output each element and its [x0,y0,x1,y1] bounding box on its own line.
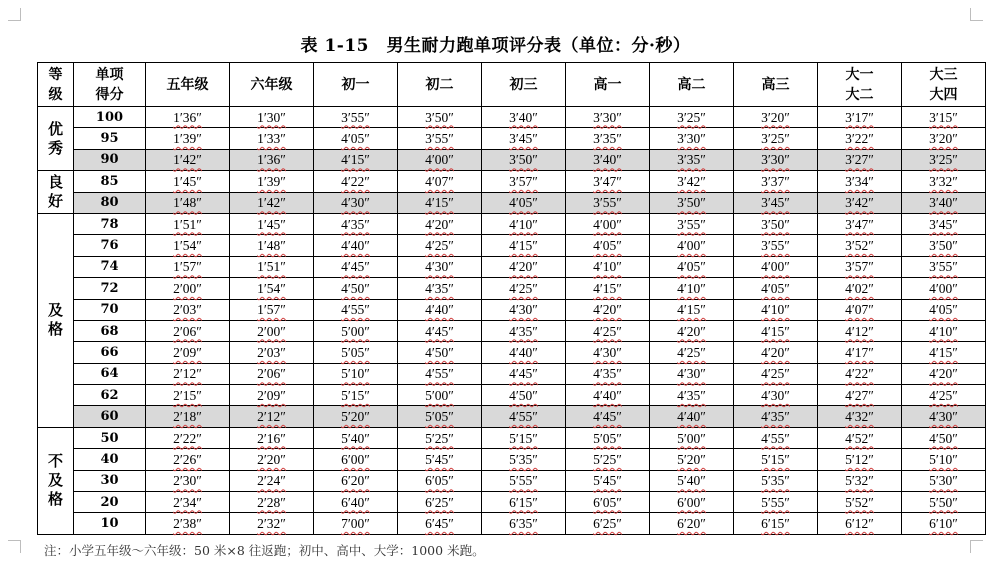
time-cell: 4′35″ [650,385,734,406]
time-cell: 3′20″ [902,128,986,149]
time-cell: 5′20″ [650,449,734,470]
time-cell: 5′00″ [314,320,398,341]
time-cell: 3′22″ [818,128,902,149]
time-cell: 4′55″ [314,299,398,320]
time-cell: 6′15″ [734,513,818,534]
time-cell: 5′12″ [818,449,902,470]
score-table [37,62,986,535]
time-cell: 6′25″ [566,513,650,534]
table-row [38,492,986,513]
time-cell: 6′35″ [482,513,566,534]
score-cell: 40 [74,449,146,470]
time-cell: 3′30″ [566,107,650,128]
time-cell: 3′40″ [566,149,650,170]
time-cell: 1′36″ [146,107,230,128]
header-grade-label: 大二 [845,86,874,103]
time-cell: 4′27″ [818,385,902,406]
time-cell: 5′52″ [818,492,902,513]
time-cell: 1′39″ [146,128,230,149]
time-cell: 3′34″ [818,171,902,192]
score-cell: 90 [74,149,146,170]
score-cell: 62 [74,385,146,406]
time-cell: 2′09″ [146,342,230,363]
time-cell: 2′30″ [146,470,230,491]
header-grade-label: 大四 [929,86,958,103]
time-cell: 5′45″ [566,470,650,491]
time-cell: 3′17″ [818,107,902,128]
time-cell: 5′55″ [482,470,566,491]
time-cell: 4′22″ [314,171,398,192]
time-cell: 2′06″ [230,363,314,384]
time-cell: 3′47″ [818,213,902,234]
time-cell: 4′25″ [482,278,566,299]
time-cell: 6′20″ [650,513,734,534]
time-cell: 5′05″ [566,427,650,448]
time-cell: 4′25″ [734,363,818,384]
time-cell: 4′32″ [818,406,902,427]
time-cell: 4′05″ [482,192,566,213]
time-cell: 4′15″ [566,278,650,299]
time-cell: 5′05″ [398,406,482,427]
score-cell: 85 [74,171,146,192]
time-cell: 4′50″ [398,342,482,363]
level-char: 好 [47,192,63,211]
time-cell: 6′45″ [398,513,482,534]
header-grade-9 [482,63,566,107]
header-grade-7 [314,63,398,107]
time-cell: 4′30″ [734,385,818,406]
time-cell: 5′25″ [398,427,482,448]
score-cell: 74 [74,256,146,277]
time-cell: 5′15″ [482,427,566,448]
page-corner-mark-top-right [970,8,983,21]
time-cell: 4′10″ [566,256,650,277]
time-cell: 4′25″ [398,235,482,256]
score-cell: 30 [74,470,146,491]
header-grade-label: 六年级 [250,76,293,93]
header-grade-5 [146,63,230,107]
time-cell: 4′00″ [734,256,818,277]
table-row [38,299,986,320]
score-cell: 70 [74,299,146,320]
time-cell: 3′42″ [818,192,902,213]
time-cell: 7′00″ [314,513,398,534]
time-cell: 3′55″ [398,128,482,149]
time-cell: 1′54″ [146,235,230,256]
time-cell: 4′05″ [314,128,398,149]
time-cell: 1′30″ [230,107,314,128]
time-cell: 4′25″ [650,342,734,363]
time-cell: 4′45″ [566,406,650,427]
time-cell: 4′10″ [734,299,818,320]
time-cell: 1′39″ [230,171,314,192]
score-cell: 78 [74,213,146,234]
time-cell: 5′50″ [902,492,986,513]
time-cell: 4′25″ [902,385,986,406]
time-cell: 4′30″ [902,406,986,427]
time-cell: 4′15″ [650,299,734,320]
score-cell: 50 [74,427,146,448]
time-cell: 1′51″ [146,213,230,234]
time-cell: 5′15″ [314,385,398,406]
time-cell: 3′45″ [902,213,986,234]
time-cell: 4′30″ [398,256,482,277]
table-row [38,128,986,149]
table-row [38,449,986,470]
header-grade-label: 大三 [929,66,958,83]
score-cell: 10 [74,513,146,534]
time-cell: 6′00″ [650,492,734,513]
table-row [38,107,986,128]
time-cell: 4′55″ [734,427,818,448]
level-char: 格 [47,320,63,339]
time-cell: 4′50″ [902,427,986,448]
time-cell: 3′25″ [902,149,986,170]
time-cell: 1′48″ [230,235,314,256]
header-grade-11 [650,63,734,107]
time-cell: 2′12″ [230,406,314,427]
time-cell: 3′30″ [734,149,818,170]
time-cell: 2′20″ [230,449,314,470]
time-cell: 5′00″ [398,385,482,406]
time-cell: 4′45″ [314,256,398,277]
time-cell: 4′35″ [566,363,650,384]
score-cell: 20 [74,492,146,513]
time-cell: 4′20″ [482,256,566,277]
time-cell: 4′40″ [398,299,482,320]
time-cell: 3′42″ [650,171,734,192]
time-cell: 2′00″ [146,278,230,299]
score-cell: 64 [74,363,146,384]
header-college-1-2 [818,63,902,107]
header-grade-12 [734,63,818,107]
time-cell: 4′15″ [482,235,566,256]
time-cell: 3′40″ [902,192,986,213]
header-score [74,63,146,107]
time-cell: 2′32″ [230,513,314,534]
time-cell: 3′55″ [734,235,818,256]
time-cell: 3′55″ [314,107,398,128]
time-cell: 6′05″ [398,470,482,491]
time-cell: 1′57″ [230,299,314,320]
time-cell: 3′35″ [650,149,734,170]
time-cell: 3′40″ [482,107,566,128]
time-cell: 4′30″ [650,363,734,384]
time-cell: 3′45″ [734,192,818,213]
time-cell: 2′09″ [230,385,314,406]
time-cell: 6′40″ [314,492,398,513]
level-char: 及 [47,471,63,490]
time-cell: 4′17″ [818,342,902,363]
time-cell: 2′03″ [146,299,230,320]
table-row [38,171,986,192]
time-cell: 1′51″ [230,256,314,277]
header-grade-6 [230,63,314,107]
table-body [38,107,986,535]
time-cell: 3′50″ [902,235,986,256]
time-cell: 4′02″ [818,278,902,299]
time-cell: 4′30″ [314,192,398,213]
header-grade-label: 初三 [509,76,538,93]
time-cell: 3′37″ [734,171,818,192]
table-header [38,63,986,107]
time-cell: 2′16″ [230,427,314,448]
time-cell: 4′00″ [398,149,482,170]
time-cell: 5′35″ [482,449,566,470]
time-cell: 6′20″ [314,470,398,491]
time-cell: 4′05″ [734,278,818,299]
time-cell: 4′15″ [398,192,482,213]
time-cell: 4′20″ [902,363,986,384]
time-cell: 3′50″ [482,149,566,170]
time-cell: 5′30″ [902,470,986,491]
level-cell [38,427,74,534]
time-cell: 3′27″ [818,149,902,170]
time-cell: 1′42″ [146,149,230,170]
header-level-line-2: 级 [48,86,63,103]
page-corner-mark-bottom-left [8,540,21,553]
time-cell: 4′35″ [398,278,482,299]
time-cell: 4′20″ [398,213,482,234]
header-grade-label: 大一 [845,66,874,83]
time-cell: 4′45″ [398,320,482,341]
level-char: 秀 [47,138,63,157]
header-college-3-4 [902,63,986,107]
time-cell: 4′45″ [482,363,566,384]
time-cell: 3′55″ [650,213,734,234]
time-cell: 4′10″ [482,213,566,234]
time-cell: 1′45″ [146,171,230,192]
level-cell [38,107,74,171]
score-cell: 72 [74,278,146,299]
time-cell: 2′22″ [146,427,230,448]
score-cell: 66 [74,342,146,363]
time-cell: 4′40″ [566,385,650,406]
time-cell: 6′00″ [314,449,398,470]
time-cell: 3′30″ [650,128,734,149]
header-grade-label: 高一 [593,76,622,93]
time-cell: 4′35″ [314,213,398,234]
table-row [38,192,986,213]
header-grade-label: 高二 [677,76,706,93]
time-cell: 3′35″ [566,128,650,149]
time-cell: 5′15″ [734,449,818,470]
time-cell: 1′36″ [230,149,314,170]
time-cell: 4′22″ [818,363,902,384]
time-cell: 3′50″ [650,192,734,213]
time-cell: 4′05″ [650,256,734,277]
time-cell: 4′40″ [482,342,566,363]
time-cell: 4′00″ [902,278,986,299]
time-cell: 6′12″ [818,513,902,534]
time-cell: 4′20″ [566,299,650,320]
time-cell: 4′05″ [566,235,650,256]
level-char: 优 [47,119,63,138]
table-row [38,278,986,299]
time-cell: 2′34″ [146,492,230,513]
time-cell: 3′57″ [482,171,566,192]
time-cell: 1′42″ [230,192,314,213]
time-cell: 5′20″ [314,406,398,427]
time-cell: 2′03″ [230,342,314,363]
table-row [38,235,986,256]
time-cell: 1′57″ [146,256,230,277]
footnote: 注：小学五年级～六年级：50 米×8 往返跑；初中、高中、大学：1000 米跑。 [44,543,485,558]
time-cell: 2′38″ [146,513,230,534]
time-cell: 4′55″ [398,363,482,384]
page-corner-mark-bottom-right [970,540,983,553]
table-row [38,406,986,427]
time-cell: 3′50″ [398,107,482,128]
time-cell: 4′35″ [734,406,818,427]
time-cell: 4′50″ [482,385,566,406]
score-cell: 68 [74,320,146,341]
time-cell: 6′15″ [482,492,566,513]
time-cell: 3′52″ [818,235,902,256]
time-cell: 2′24″ [230,470,314,491]
time-cell: 4′10″ [902,320,986,341]
time-cell: 5′32″ [818,470,902,491]
time-cell: 1′48″ [146,192,230,213]
time-cell: 5′45″ [398,449,482,470]
level-cell [38,213,74,427]
time-cell: 3′47″ [566,171,650,192]
time-cell: 4′30″ [566,342,650,363]
table-row [38,256,986,277]
time-cell: 4′55″ [482,406,566,427]
time-cell: 6′10″ [902,513,986,534]
score-cell: 76 [74,235,146,256]
time-cell: 4′15″ [902,342,986,363]
time-cell: 4′20″ [734,342,818,363]
header-grade-label: 高三 [761,76,790,93]
page-corner-mark-top-left [8,8,21,21]
time-cell: 6′25″ [398,492,482,513]
table-row [38,470,986,491]
time-cell: 5′05″ [314,342,398,363]
time-cell: 4′25″ [566,320,650,341]
header-grade-label: 五年级 [166,76,209,93]
time-cell: 5′10″ [314,363,398,384]
time-cell: 1′45″ [230,213,314,234]
time-cell: 4′50″ [314,278,398,299]
table-row [38,385,986,406]
header-level [38,63,74,107]
time-cell: 4′15″ [734,320,818,341]
header-score-line-2: 得分 [95,86,124,103]
time-cell: 4′07″ [398,171,482,192]
level-char: 良 [47,173,63,192]
time-cell: 3′25″ [650,107,734,128]
time-cell: 5′00″ [650,427,734,448]
header-grade-label: 初一 [341,76,370,93]
time-cell: 5′55″ [734,492,818,513]
time-cell: 4′52″ [818,427,902,448]
time-cell: 3′25″ [734,128,818,149]
time-cell: 5′40″ [314,427,398,448]
time-cell: 3′20″ [734,107,818,128]
level-char: 不 [47,452,63,471]
time-cell: 3′15″ [902,107,986,128]
time-cell: 3′32″ [902,171,986,192]
table-row [38,427,986,448]
time-cell: 2′00″ [230,320,314,341]
time-cell: 2′26″ [146,449,230,470]
time-cell: 5′25″ [566,449,650,470]
score-cell: 80 [74,192,146,213]
time-cell: 4′30″ [482,299,566,320]
time-cell: 4′05″ [902,299,986,320]
level-char: 格 [47,490,63,509]
time-cell: 5′10″ [902,449,986,470]
time-cell: 4′12″ [818,320,902,341]
time-cell: 4′40″ [314,235,398,256]
table-row [38,363,986,384]
time-cell: 4′35″ [482,320,566,341]
time-cell: 4′15″ [314,149,398,170]
header-row [38,63,986,107]
header-grade-label: 初二 [425,76,454,93]
time-cell: 4′40″ [650,406,734,427]
time-cell: 3′50″ [734,213,818,234]
header-score-line-1: 单项 [95,66,124,83]
time-cell: 4′00″ [650,235,734,256]
time-cell: 5′35″ [734,470,818,491]
time-cell: 4′10″ [650,278,734,299]
header-grade-8 [398,63,482,107]
time-cell: 2′28″ [230,492,314,513]
time-cell: 4′20″ [650,320,734,341]
time-cell: 2′18″ [146,406,230,427]
table-row [38,320,986,341]
time-cell: 3′55″ [902,256,986,277]
score-cell: 60 [74,406,146,427]
time-cell: 5′40″ [650,470,734,491]
table-row [38,513,986,534]
score-cell: 95 [74,128,146,149]
time-cell: 1′54″ [230,278,314,299]
table-row [38,342,986,363]
time-cell: 3′55″ [566,192,650,213]
time-cell: 4′07″ [818,299,902,320]
table-row [38,213,986,234]
time-cell: 2′12″ [146,363,230,384]
score-cell: 100 [74,107,146,128]
time-cell: 4′00″ [566,213,650,234]
time-cell: 1′33″ [230,128,314,149]
time-cell: 3′45″ [482,128,566,149]
level-char: 及 [47,301,63,320]
time-cell: 2′15″ [146,385,230,406]
header-level-line-1: 等 [48,66,63,83]
table-title: 表 1-15 男生耐力跑单项评分表（单位：分·秒） [300,36,691,56]
time-cell: 2′06″ [146,320,230,341]
time-cell: 3′57″ [818,256,902,277]
header-grade-10 [566,63,650,107]
level-cell [38,171,74,214]
time-cell: 6′05″ [566,492,650,513]
table-row [38,149,986,170]
